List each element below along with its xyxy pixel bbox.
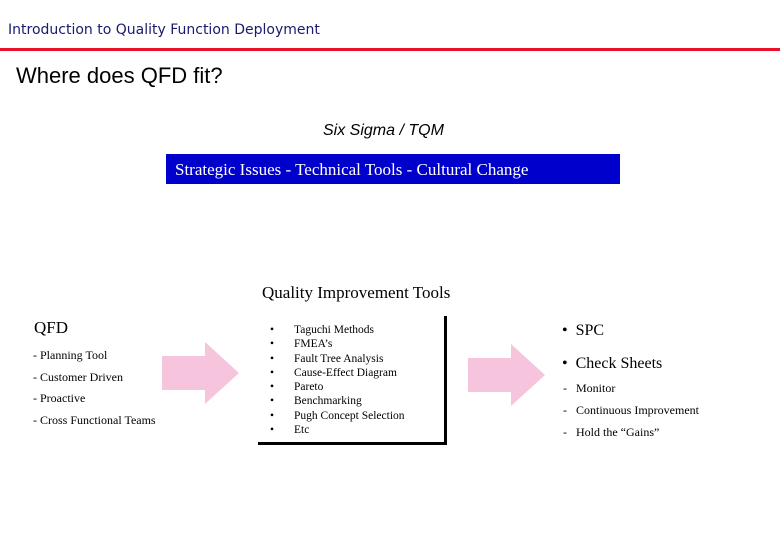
six-sigma-label: Six Sigma / TQM xyxy=(323,122,444,139)
tool-item: • Pareto xyxy=(270,381,324,394)
qfd-item: - Customer Driven xyxy=(33,369,123,384)
header-title: Introduction to Quality Function Deployment xyxy=(8,22,320,38)
tool-item: • Etc xyxy=(270,424,310,437)
qfd-list xyxy=(33,345,156,431)
tool-item: • FMEA’s xyxy=(270,338,333,351)
right-arrow-icon xyxy=(468,344,546,406)
quality-tools-heading: Quality Improvement Tools xyxy=(262,283,451,302)
tool-item: • Cause-Effect Diagram xyxy=(270,366,397,379)
tool-item: • Fault Tree Analysis xyxy=(270,352,384,365)
monitor-item: - Monitor xyxy=(563,381,616,395)
qfd-item: - Cross Functional Teams xyxy=(33,412,156,427)
check-sheets-item: • Check Sheets xyxy=(562,355,663,372)
qfd-heading: QFD xyxy=(34,318,69,337)
spc-item: • SPC xyxy=(562,322,605,339)
tools-box xyxy=(258,316,447,445)
strategic-banner-text: Strategic Issues - Technical Tools - Cultural Change xyxy=(175,160,529,179)
tool-item: • Pugh Concept Selection xyxy=(270,409,405,422)
tools-list xyxy=(270,323,405,437)
tool-item: • Taguchi Methods xyxy=(270,324,375,336)
qfd-item: - Proactive xyxy=(33,391,86,405)
qfd-item: - Planning Tool xyxy=(33,348,108,362)
left-arrow-icon xyxy=(162,342,240,404)
hold-gains-item: - Hold the “Gains” xyxy=(563,425,660,439)
tool-item: • Benchmarking xyxy=(270,395,362,408)
slide-title: Where does QFD fit? xyxy=(16,63,223,88)
continuous-improvement-item: - Continuous Improvement xyxy=(563,403,699,417)
header-rule xyxy=(0,48,780,51)
